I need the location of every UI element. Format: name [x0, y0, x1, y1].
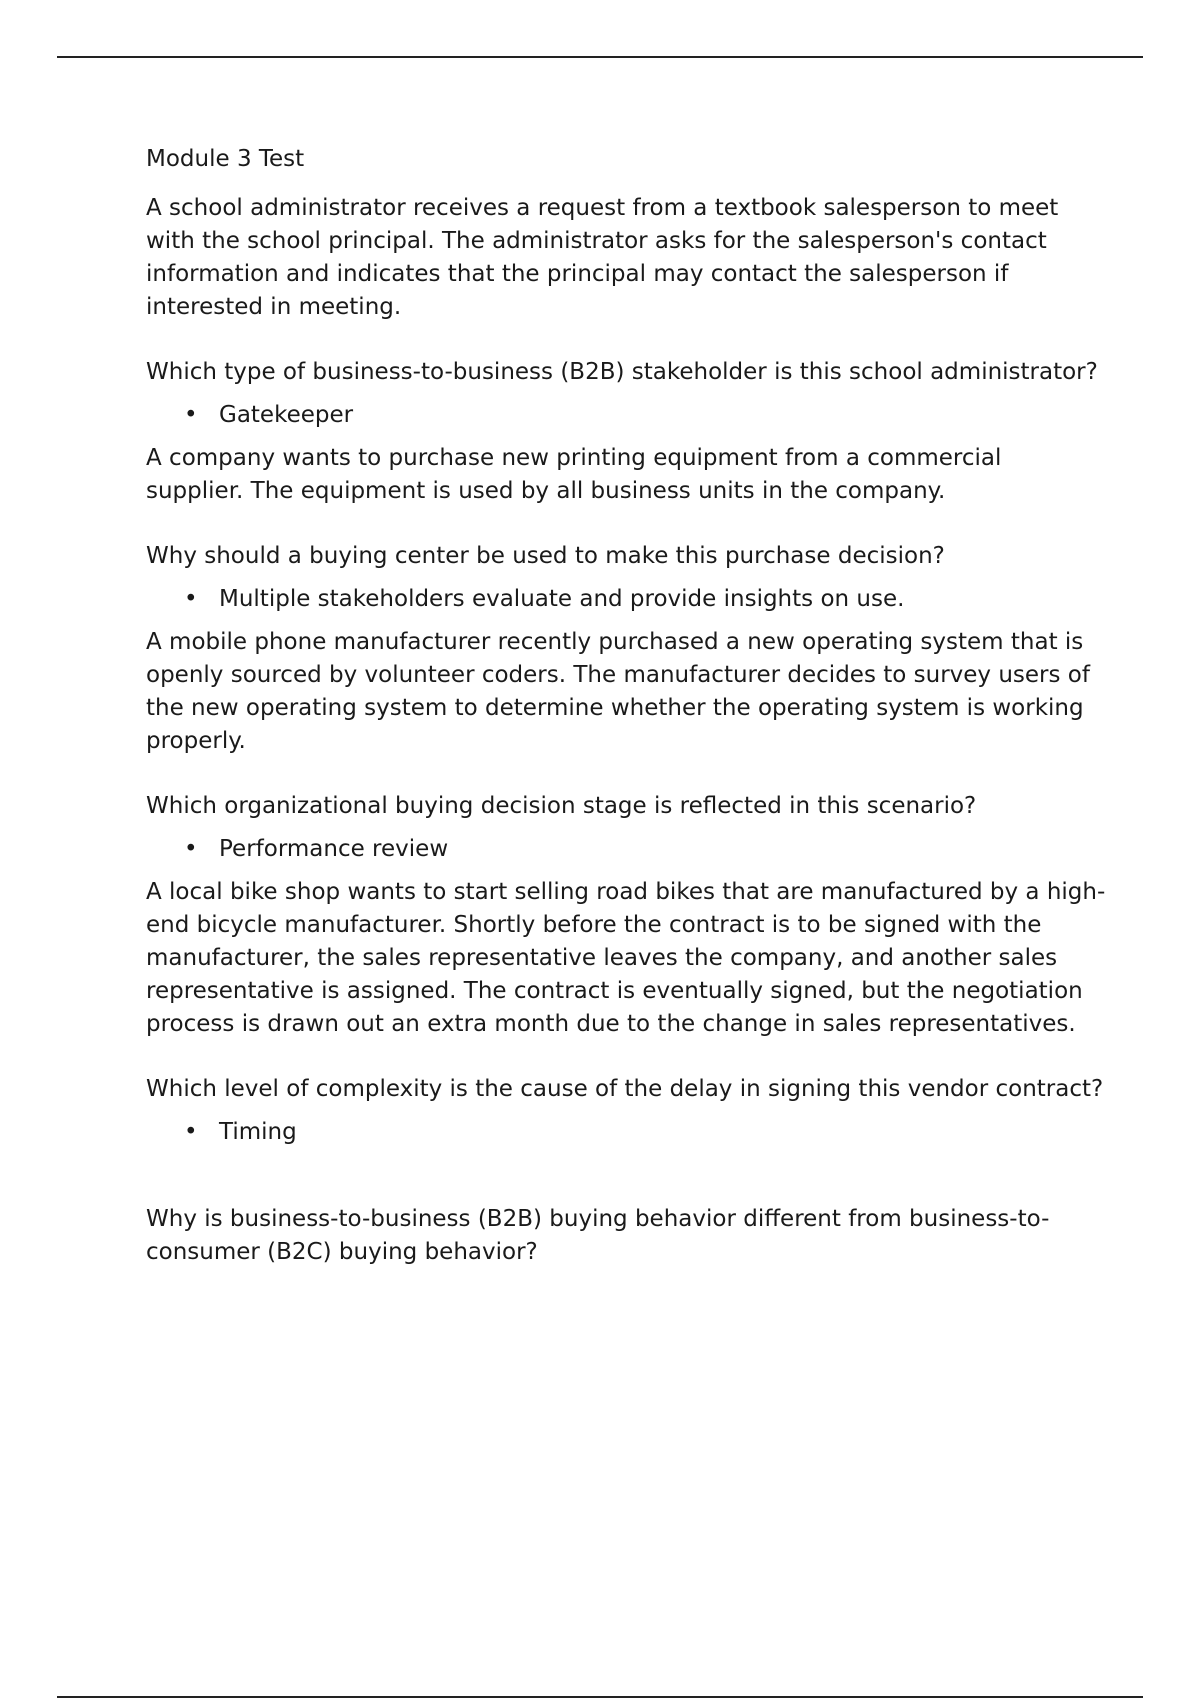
document-body — [146, 143, 1106, 1269]
question-block-5 — [146, 1203, 1106, 1269]
bullet-icon: • — [184, 1119, 198, 1145]
scenario-text: A company wants to purchase new printing equipment from a commercial supplier. The equipment is used by all business units in the company. — [146, 445, 1002, 504]
answer-list — [146, 583, 1106, 616]
scenario-text: A local bike shop wants to start selling road bikes that are manufactured by a high-end bicycle manufacturer. Shortly before the contract is to be signed with the manufacturer, the sales representative leaves the company, and another sales representative is assigned. The contract is eventually signed, but the negotiation process is drawn out an extra month due to the change in sales representatives. — [146, 879, 1106, 1037]
bullet-icon: • — [184, 402, 198, 428]
answer-item — [146, 583, 1106, 616]
answer-item — [146, 833, 1106, 866]
question-text: Which type of business-to-business (B2B) stakeholder is this school administrator? — [146, 359, 1098, 385]
answer-list — [146, 399, 1106, 432]
answer-text: Multiple stakeholders evaluate and provide insights on use. — [219, 586, 905, 612]
answer-text: Performance review — [219, 836, 449, 862]
question-block-2 — [146, 442, 1106, 616]
question-block-4 — [146, 876, 1106, 1149]
answer-item — [146, 1116, 1106, 1149]
scenario-text: A mobile phone manufacturer recently purchased a new operating system that is openly sourced by volunteer coders. The manufacturer decides to survey users of the new operating system to determine whether the operating system is working properly. — [146, 629, 1090, 754]
bullet-icon: • — [184, 836, 198, 862]
final-question-text: Why is business-to-business (B2B) buying behavior different from business-to-consumer (B2C) buying behavior? — [146, 1206, 1050, 1265]
question-block-3 — [146, 626, 1106, 866]
scenario-text: A school administrator receives a request from a textbook salesperson to meet with the school principal. The administrator asks for the salesperson's contact information and indicates that the principal may contact the salesperson if interested in meeting. — [146, 195, 1059, 320]
question-text: Which level of complexity is the cause of the delay in signing this vendor contract? — [146, 1076, 1104, 1102]
bottom-rule — [57, 1696, 1143, 1698]
bullet-icon: • — [184, 586, 198, 612]
answer-list — [146, 833, 1106, 866]
page-title: Module 3 Test — [146, 146, 305, 172]
question-text: Why should a buying center be used to make this purchase decision? — [146, 543, 945, 569]
answer-item — [146, 399, 1106, 432]
answer-list — [146, 1116, 1106, 1149]
question-block-1 — [146, 192, 1106, 432]
question-text: Which organizational buying decision stage is reflected in this scenario? — [146, 793, 977, 819]
answer-text: Timing — [219, 1119, 297, 1145]
answer-text: Gatekeeper — [219, 402, 354, 428]
top-rule — [57, 56, 1143, 58]
